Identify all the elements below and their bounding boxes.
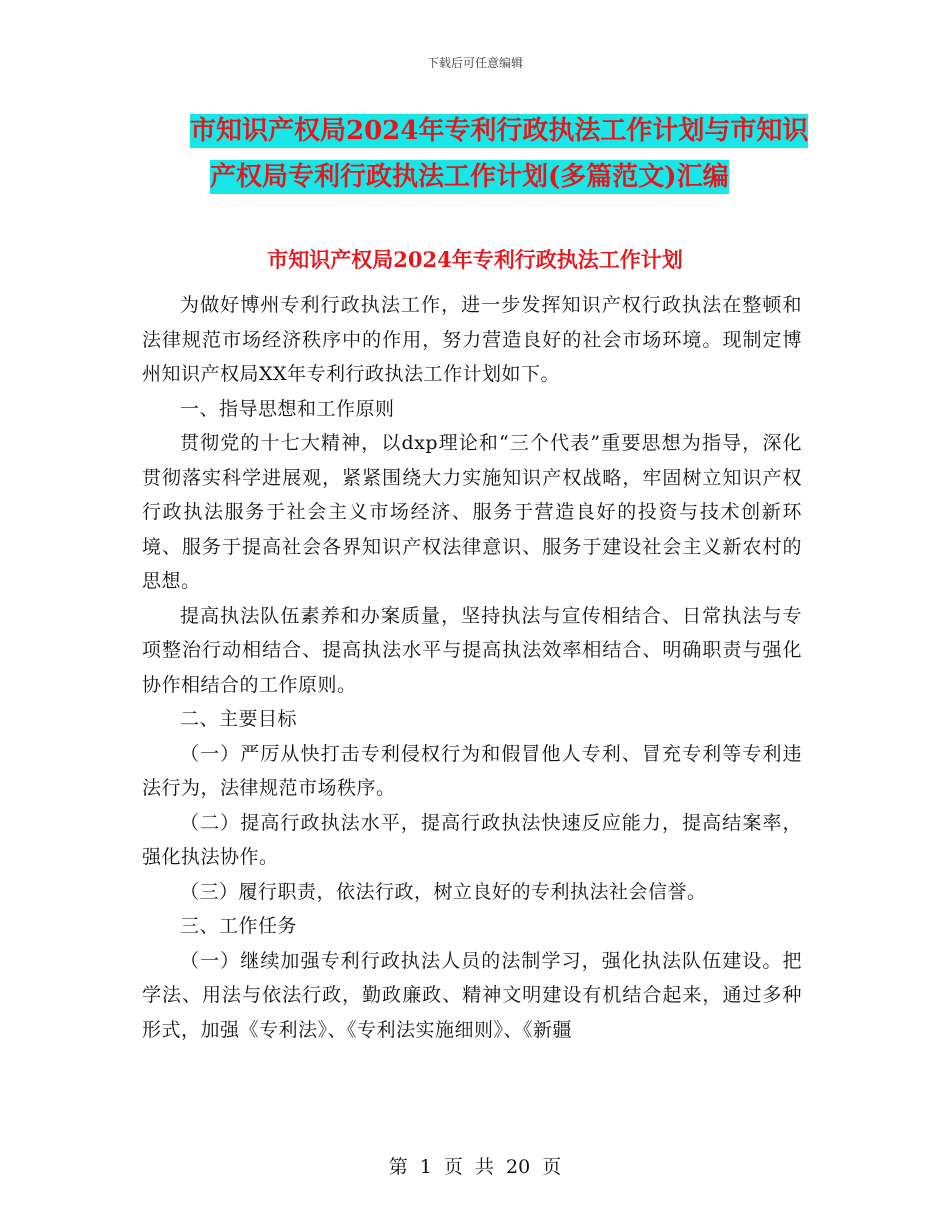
header-note: 下载后可任意编辑 [426,56,523,70]
page-number: 第 1 页 共 20 页 [388,1156,562,1178]
paragraph-intro: 为做好博州专利行政执法工作，进一步发挥知识产权行政执法在整顿和法律规范市场经济秩序中的作用，努力营造良好的社会市场环境。现制定博州知识产权局XX年专利行政执法工作计划如下。 [142,294,802,385]
paragraph-work-principles: 提高执法队伍素养和办案质量，坚持执法与宣传相结合、日常执法与专项整治行动相结合、提高执法水平与提高执法效率相结合、明确职责与强化协作相结合的工作原则。 [142,604,802,696]
title-highlight-1: 市知识产权局2024年专利行政执法工作计划与市知识 [190,116,809,146]
paragraph-goal-1: （一）严厉从快打击专利侵权行为和假冒他人专利、冒充专利等专利违法行为，法律规范市场秩序。 [142,742,802,799]
title-highlight-2: 产权局专利行政执法工作计划(多篇范文)汇编 [210,162,729,192]
paragraph-task-1: （一）继续加强专利行政执法人员的法制学习，强化执法队伍建设。把学法、用法与依法行政，勤政廉政、精神文明建设有机结合起来，通过多种形式，加强《专利法》、《专利法实施细则》、《新疆 [142,949,802,1041]
paragraph-goal-2: （二）提高行政执法水平，提高行政执法快速反应能力，提高结案率，强化执法协作。 [142,811,802,868]
heading-main-goals: 二、主要目标 [180,708,298,730]
heading-guiding-principles: 一、指导思想和工作原则 [180,397,395,420]
section-title: 市知识产权局2024年专利行政执法工作计划 [267,247,683,272]
paragraph-guiding-thought: 贯彻党的十七大精神，以dxp理论和“三个代表”重要思想为指导，深化贯彻落实科学进展观，紧紧围绕大力实施知识产权战略，牢固树立知识产权行政执法服务于社会主义市场经济、服务于营造良好的投资与技术创新环境、服务于提高社会各界知识产权法律意识、服务于建设社会主义新农村的思想。 [142,432,802,592]
document-title [140,108,830,200]
document-body [142,288,802,1047]
document-title-line-2 [140,154,830,200]
document-title-line-1 [140,108,830,154]
paragraph-goal-3: （三）履行职责，依法行政，树立良好的专利执法社会信誉。 [180,880,707,903]
heading-work-tasks: 三、工作任务 [180,915,298,937]
